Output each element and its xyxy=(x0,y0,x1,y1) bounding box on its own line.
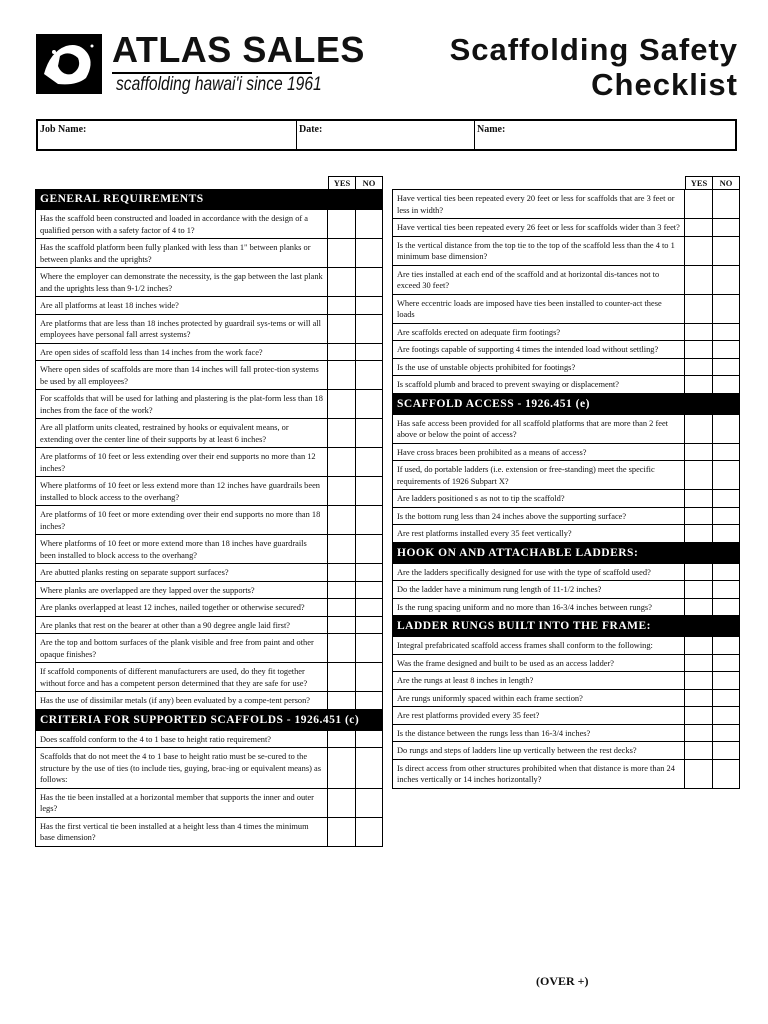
checklist-row xyxy=(392,564,740,582)
no-checkbox[interactable] xyxy=(712,690,740,707)
yes-checkbox[interactable] xyxy=(327,748,355,788)
checklist-question: Where open sides of scaffolds are more than 14 inches will fall protec-tion systems be used by all employees? xyxy=(40,365,319,386)
no-checkbox[interactable] xyxy=(712,508,740,525)
yes-checkbox[interactable] xyxy=(327,564,355,581)
no-checkbox[interactable] xyxy=(712,266,740,294)
checklist-row xyxy=(35,818,383,847)
yes-checkbox[interactable] xyxy=(327,297,355,314)
yes-checkbox[interactable] xyxy=(684,237,712,265)
checklist-row xyxy=(392,376,740,394)
checklist-question: Has the scaffold platform been fully planked with less than 1" between planks or between planks and the uprights? xyxy=(40,243,311,264)
no-checkbox[interactable] xyxy=(712,672,740,689)
no-column-label: NO xyxy=(355,176,383,189)
yes-checkbox[interactable] xyxy=(327,210,355,238)
yes-checkbox[interactable] xyxy=(327,789,355,817)
checklist-question: Have cross braces been prohibited as a means of access? xyxy=(397,447,587,457)
checklist-row xyxy=(392,190,740,219)
yes-checkbox[interactable] xyxy=(684,725,712,742)
right-checklist-column xyxy=(392,176,740,789)
checklist-question: Has the scaffold been constructed and loaded in accordance with the design of a qualified person with a safety factor of 4 to 1? xyxy=(40,214,308,235)
no-checkbox[interactable] xyxy=(355,448,383,476)
checklist-row xyxy=(35,506,383,535)
checklist-row xyxy=(35,692,383,710)
checklist-row xyxy=(392,690,740,708)
checklist-question: Are planks overlapped at least 12 inches, nailed together or otherwise secured? xyxy=(40,603,305,612)
yes-checkbox[interactable] xyxy=(327,361,355,389)
checklist-row xyxy=(35,361,383,390)
no-checkbox[interactable] xyxy=(355,748,383,788)
yes-checkbox[interactable] xyxy=(684,742,712,759)
checklist-row xyxy=(392,672,740,690)
yes-checkbox[interactable] xyxy=(684,655,712,672)
checklist-question: Are rest platforms installed every 35 feet vertically? xyxy=(397,529,572,538)
yes-checkbox[interactable] xyxy=(327,448,355,476)
no-checkbox[interactable] xyxy=(355,535,383,563)
checklist-question: Are rungs uniformly spaced within each frame section? xyxy=(397,693,583,703)
section-heading: GENERAL REQUIREMENTS xyxy=(35,189,383,210)
no-checkbox[interactable] xyxy=(712,190,740,218)
checklist-row xyxy=(392,490,740,508)
no-checkbox[interactable] xyxy=(712,760,740,788)
yes-checkbox[interactable] xyxy=(327,634,355,662)
checklist-question: Where platforms of 10 feet or less extend more than 12 inches have guardrails been installed to block access to the overhang? xyxy=(40,481,320,502)
checklist-row xyxy=(392,742,740,760)
yes-checkbox[interactable] xyxy=(327,818,355,846)
checklist-row xyxy=(35,663,383,692)
checklist-row xyxy=(392,725,740,743)
no-checkbox[interactable] xyxy=(355,599,383,616)
checklist-question: If scaffold components of different manufacturers are used, do they fit together without force and has a competent person determined that they are safe for use? xyxy=(40,667,308,688)
checklist-row xyxy=(35,535,383,564)
name-field[interactable]: Name: xyxy=(474,121,735,149)
no-checkbox[interactable] xyxy=(712,564,740,581)
no-checkbox[interactable] xyxy=(712,324,740,341)
checklist-question: Are the top and bottom surfaces of the plank visible and free from paint and other opaque finishes? xyxy=(40,638,314,659)
no-checkbox[interactable] xyxy=(712,599,740,616)
no-checkbox[interactable] xyxy=(355,390,383,418)
yes-checkbox[interactable] xyxy=(684,324,712,341)
atlas-logo-icon xyxy=(36,34,102,94)
yes-checkbox[interactable] xyxy=(684,672,712,689)
checklist-question: Does scaffold conform to the 4 to 1 base to height ratio requirement? xyxy=(40,734,272,744)
checklist-question: Has the use of dissimilar metals (if any) been evaluated by a compe-tent person? xyxy=(40,696,310,705)
checklist-question: Has the tie been installed at a horizontal member that supports the inner and outer legs? xyxy=(40,792,314,813)
no-checkbox[interactable] xyxy=(355,789,383,817)
checklist-question: Are all platform units cleated, restrained by hooks or equivalent means, or extending over the center line of their supports by at least 6 inches? xyxy=(40,423,289,444)
title-line-2: Checklist xyxy=(591,67,738,102)
checklist-question: Is the rung spacing uniform and no more than 16-3/4 inches between rungs? xyxy=(397,602,652,612)
checklist-question: Has safe access been provided for all scaffold platforms that are more than 2 feet above or below the point of access? xyxy=(397,418,668,439)
checklist-row xyxy=(35,564,383,582)
checklist-row xyxy=(392,237,740,266)
checklist-question: Are ladders positioned s as not to tip the scaffold? xyxy=(397,494,565,503)
checklist-row xyxy=(35,448,383,477)
yes-checkbox[interactable] xyxy=(684,707,712,724)
no-checkbox[interactable] xyxy=(355,297,383,314)
job-name-field[interactable]: Job Name: xyxy=(40,124,87,135)
checklist-question: Do rungs and steps of ladders line up vertically between the rest decks? xyxy=(397,746,637,755)
yes-checkbox[interactable] xyxy=(684,415,712,443)
no-checkbox[interactable] xyxy=(712,444,740,461)
brand-name: ATLAS SALES xyxy=(112,29,365,70)
section-heading: CRITERIA FOR SUPPORTED SCAFFOLDS - 1926.451 (c) xyxy=(35,710,383,731)
checklist-row xyxy=(35,344,383,362)
yes-checkbox[interactable] xyxy=(684,690,712,707)
yes-checkbox[interactable] xyxy=(684,461,712,489)
checklist-question: Are ties installed at each end of the scaffold and at horizontal dis-tances not to exceed 30 feet? xyxy=(397,269,660,290)
yes-checkbox[interactable] xyxy=(684,490,712,507)
no-checkbox[interactable] xyxy=(712,461,740,489)
no-checkbox[interactable] xyxy=(355,361,383,389)
yes-checkbox[interactable] xyxy=(684,219,712,236)
checklist-row xyxy=(392,637,740,655)
job-info-fields xyxy=(36,119,737,151)
checklist-question: Are all platforms at least 18 inches wide? xyxy=(40,301,179,310)
checklist-row xyxy=(35,210,383,239)
no-checkbox[interactable] xyxy=(712,525,740,542)
yes-checkbox[interactable] xyxy=(684,581,712,598)
yes-checkbox[interactable] xyxy=(684,190,712,218)
checklist-row xyxy=(35,599,383,617)
checklist-question: Is the use of unstable objects prohibited for footings? xyxy=(397,362,576,372)
no-checkbox[interactable] xyxy=(712,742,740,759)
checklist-row xyxy=(392,508,740,526)
checklist-row xyxy=(392,359,740,377)
yes-column-label: YES xyxy=(685,176,713,189)
checklist-row xyxy=(392,415,740,444)
yes-checkbox[interactable] xyxy=(684,444,712,461)
yes-checkbox[interactable] xyxy=(684,508,712,525)
no-checkbox[interactable] xyxy=(712,237,740,265)
checklist-question: Are footings capable of supporting 4 times the intended load without settling? xyxy=(397,345,659,354)
title-line-1: Scaffolding Safety xyxy=(449,32,738,67)
yes-checkbox[interactable] xyxy=(327,599,355,616)
yes-checkbox[interactable] xyxy=(327,390,355,418)
checklist-question: Are platforms of 10 feet or less extending over their end supports no more than 12 inches? xyxy=(40,452,316,473)
no-checkbox[interactable] xyxy=(355,692,383,709)
yes-checkbox[interactable] xyxy=(327,535,355,563)
checklist-row xyxy=(392,295,740,324)
checklist-row xyxy=(392,655,740,673)
checklist-question: Are planks that rest on the bearer at other than a 90 degree angle laid first? xyxy=(40,620,290,630)
checklist-question: Was the frame designed and built to be used as an access ladder? xyxy=(397,658,614,668)
checklist-question: If used, do portable ladders (i.e. extension or free-standing) meet the specific requirements of 1926 Subpart X? xyxy=(397,465,655,486)
no-checkbox[interactable] xyxy=(355,239,383,267)
checklist-question: Integral prefabricated scaffold access frames shall conform to the following: xyxy=(397,641,653,650)
yes-no-header xyxy=(392,176,740,189)
section-heading: HOOK ON AND ATTACHABLE LADDERS: xyxy=(392,543,740,564)
checklist-question: Where platforms of 10 feet or more extend more than 18 inches have guardrails been installed to block access to the overhang? xyxy=(40,539,307,560)
checklist-question: Is the vertical distance from the top tie to the top of the scaffold less than the 4 to 1 minimum base dimension? xyxy=(397,240,675,261)
no-checkbox[interactable] xyxy=(355,268,383,296)
checklist-row xyxy=(392,461,740,490)
checklist-question: Have vertical ties been repeated every 26 feet or less for scaffolds wider than 3 feet? xyxy=(397,223,680,232)
yes-checkbox[interactable] xyxy=(327,663,355,691)
checklist-question: Is direct access from other structures prohibited when that distance is more than 24 inches vertically or 14 inches horizontally? xyxy=(397,763,675,784)
checklist-question: Is the distance between the rungs less than 16-3/4 inches? xyxy=(397,728,591,738)
checklist-question: Are abutted planks resting on separate support surfaces? xyxy=(40,568,229,577)
checklist-row xyxy=(35,582,383,600)
no-checkbox[interactable] xyxy=(712,376,740,393)
no-checkbox[interactable] xyxy=(712,415,740,443)
yes-checkbox[interactable] xyxy=(684,599,712,616)
checklist-row xyxy=(392,581,740,599)
no-checkbox[interactable] xyxy=(355,582,383,599)
checklist-row xyxy=(35,239,383,268)
no-checkbox[interactable] xyxy=(355,818,383,846)
yes-checkbox[interactable] xyxy=(327,344,355,361)
checklist-row xyxy=(35,315,383,344)
checklist-row xyxy=(392,219,740,237)
checklist-question: Where planks are overlapped are they lapped over the supports? xyxy=(40,585,255,595)
no-checkbox[interactable] xyxy=(712,490,740,507)
yes-checkbox[interactable] xyxy=(327,315,355,343)
over-note: (OVER +) xyxy=(536,974,589,988)
no-checkbox[interactable] xyxy=(355,564,383,581)
yes-checkbox[interactable] xyxy=(684,295,712,323)
yes-checkbox[interactable] xyxy=(327,692,355,709)
page-title xyxy=(358,32,738,102)
no-checkbox[interactable] xyxy=(355,617,383,634)
no-checkbox[interactable] xyxy=(712,219,740,236)
checklist-question: Are rest platforms provided every 35 feet? xyxy=(397,711,540,720)
no-checkbox[interactable] xyxy=(355,731,383,748)
yes-column-label: YES xyxy=(328,176,356,189)
checklist-question: Is the bottom rung less than 24 inches above the supporting surface? xyxy=(397,511,627,521)
yes-checkbox[interactable] xyxy=(327,731,355,748)
no-checkbox[interactable] xyxy=(712,581,740,598)
checklist-row xyxy=(392,599,740,617)
yes-checkbox[interactable] xyxy=(327,506,355,534)
checklist-question: Is scaffold plumb and braced to prevent swaying or displacement? xyxy=(397,380,619,389)
checklist-question: Have vertical ties been repeated every 20 feet or less for scaffolds that are 3 feet or less in width? xyxy=(397,194,675,215)
checklist-row xyxy=(35,748,383,789)
no-checkbox[interactable] xyxy=(712,359,740,376)
no-checkbox[interactable] xyxy=(355,663,383,691)
date-field[interactable]: Date: xyxy=(296,121,474,149)
checklist-question: Are the rungs at least 8 inches in length? xyxy=(397,676,534,685)
checklist-question: Are the ladders specifically designed for use with the type of scaffold used? xyxy=(397,567,651,577)
checklist-question: Scaffolds that do not meet the 4 to 1 base to height ratio must be se-cured to the structure by the use of ties (to include ties, guying, brac-ing or equivalent means) as follows: xyxy=(40,752,321,784)
brand-tagline: scaffolding hawai'i since 1961 xyxy=(116,74,322,95)
left-checklist-column xyxy=(35,176,383,847)
yes-checkbox[interactable] xyxy=(327,477,355,505)
checklist-question: Are platforms that are less than 18 inches protected by guardrail sys-tems or will all employees have personal fall arrest systems? xyxy=(40,318,321,339)
checklist-question: Are platforms of 10 feet or more extending over their end supports no more than 18 inches? xyxy=(40,510,321,531)
yes-checkbox[interactable] xyxy=(684,376,712,393)
yes-checkbox[interactable] xyxy=(327,268,355,296)
checklist-row xyxy=(35,390,383,419)
yes-checkbox[interactable] xyxy=(684,760,712,788)
yes-no-header xyxy=(35,176,383,189)
checklist-row xyxy=(35,419,383,448)
yes-checkbox[interactable] xyxy=(684,341,712,358)
no-checkbox[interactable] xyxy=(355,506,383,534)
checklist-row xyxy=(392,341,740,359)
no-checkbox[interactable] xyxy=(712,725,740,742)
no-checkbox[interactable] xyxy=(712,655,740,672)
checklist-row xyxy=(392,525,740,543)
section-heading: SCAFFOLD ACCESS - 1926.451 (e) xyxy=(392,394,740,415)
checklist-row xyxy=(35,477,383,506)
no-checkbox[interactable] xyxy=(712,637,740,654)
checklist-question: Are open sides of scaffold less than 14 inches from the work face? xyxy=(40,347,263,357)
checklist-row xyxy=(35,268,383,297)
no-checkbox[interactable] xyxy=(355,419,383,447)
yes-checkbox[interactable] xyxy=(684,637,712,654)
yes-checkbox[interactable] xyxy=(327,582,355,599)
checklist-row xyxy=(35,731,383,749)
checklist-row xyxy=(35,297,383,315)
no-checkbox[interactable] xyxy=(355,315,383,343)
checklist-question: For scaffolds that will be used for lathing and plastering is the plat-form less than 18 inches from the face of the work? xyxy=(40,394,323,415)
yes-checkbox[interactable] xyxy=(327,239,355,267)
yes-checkbox[interactable] xyxy=(684,525,712,542)
checklist-question: Where eccentric loads are imposed have ties been installed to counter-act these loads xyxy=(397,298,662,319)
yes-checkbox[interactable] xyxy=(684,359,712,376)
checklist-row xyxy=(35,634,383,663)
no-checkbox[interactable] xyxy=(355,210,383,238)
no-column-label: NO xyxy=(712,176,740,189)
checklist-row xyxy=(392,444,740,462)
yes-checkbox[interactable] xyxy=(684,266,712,294)
checklist-row xyxy=(392,760,740,789)
yes-checkbox[interactable] xyxy=(684,564,712,581)
yes-checkbox[interactable] xyxy=(327,617,355,634)
checklist-question: Do the ladder have a minimum rung length of 11-1/2 inches? xyxy=(397,585,602,594)
checklist-row xyxy=(392,324,740,342)
section-heading: LADDER RUNGS BUILT INTO THE FRAME: xyxy=(392,616,740,637)
no-checkbox[interactable] xyxy=(355,634,383,662)
no-checkbox[interactable] xyxy=(355,477,383,505)
checklist-question: Has the first vertical tie been installed at a height less than 4 times the minimum base dimension? xyxy=(40,821,309,842)
no-checkbox[interactable] xyxy=(712,295,740,323)
no-checkbox[interactable] xyxy=(712,341,740,358)
checklist-row xyxy=(35,617,383,635)
checklist-row xyxy=(392,266,740,295)
checklist-question: Where the employer can demonstrate the necessity, is the gap between the last plank and the uprights less than 9-1/2 inches? xyxy=(40,272,323,293)
checklist-question: Are scaffolds erected on adequate firm footings? xyxy=(397,327,561,337)
checklist-row xyxy=(35,789,383,818)
no-checkbox[interactable] xyxy=(355,344,383,361)
checklist-row xyxy=(392,707,740,725)
no-checkbox[interactable] xyxy=(712,707,740,724)
yes-checkbox[interactable] xyxy=(327,419,355,447)
